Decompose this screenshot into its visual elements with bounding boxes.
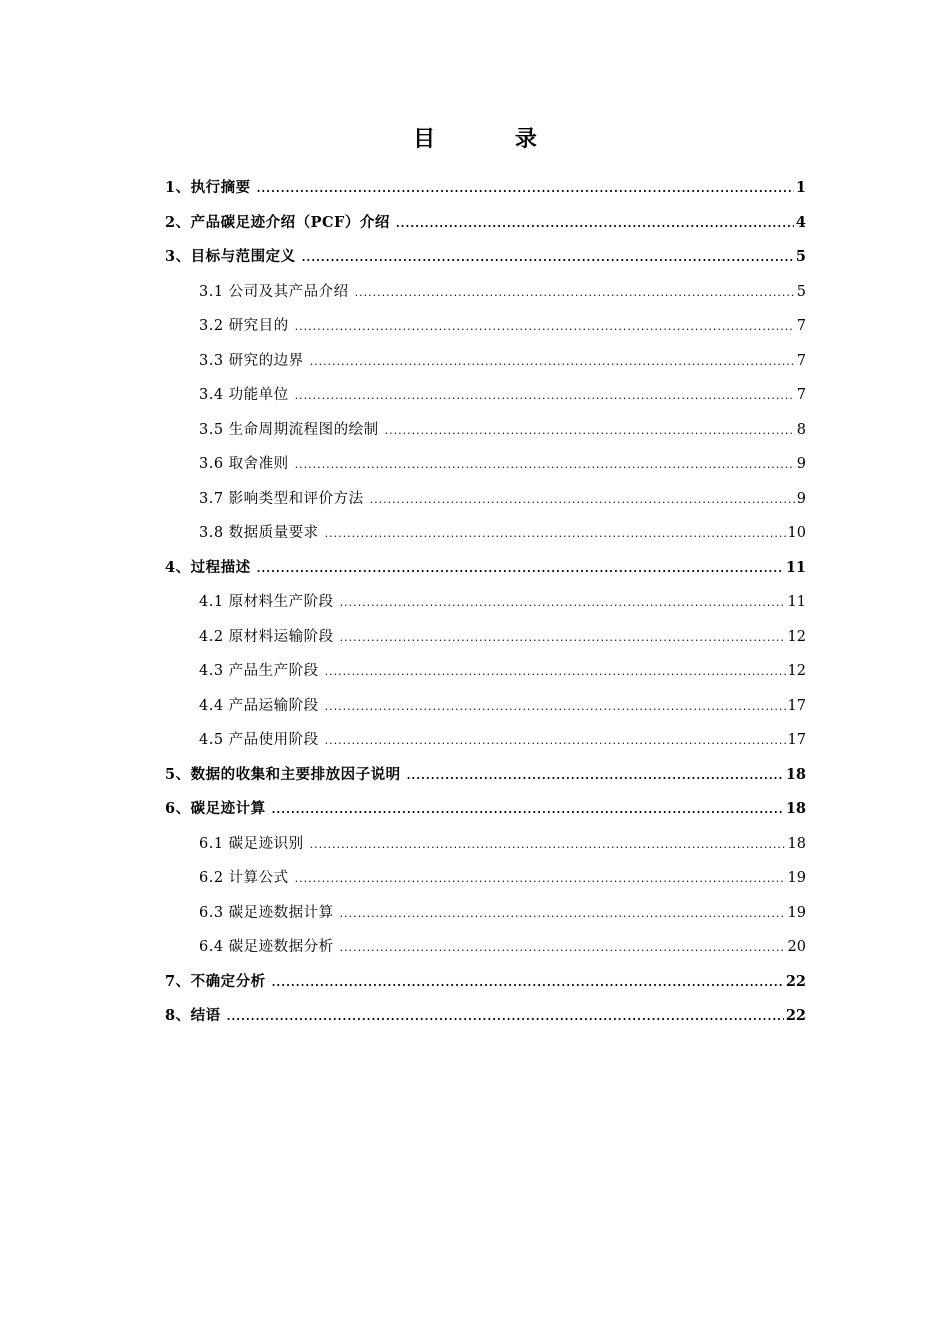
toc-page-number: 11	[787, 594, 806, 610]
toc-entry-label: 3、目标与范围定义	[165, 248, 296, 265]
toc-page-number: 7	[796, 352, 806, 369]
toc-entry-label: 3.2 研究目的	[199, 318, 289, 334]
toc-chapter-entry[interactable]	[165, 551, 806, 586]
toc-leader-dots	[302, 241, 794, 276]
toc-chapter-entry[interactable]	[165, 792, 806, 827]
toc-entry-label: 3.7 影响类型和评价方法	[199, 490, 364, 507]
toc-page-number: 12	[787, 628, 806, 645]
toc-leader-dots	[295, 379, 795, 414]
toc-leader-dots	[310, 345, 795, 380]
toc-entry-label: 6.3 碳足迹数据计算	[199, 904, 334, 921]
toc-leader-dots	[325, 724, 786, 759]
toc-entry-label: 3.8 数据质量要求	[199, 525, 319, 541]
toc-chapter-entry[interactable]	[165, 240, 806, 275]
toc-entry-label: 4.1 原材料生产阶段	[199, 594, 334, 610]
toc-entry-label: 6、碳足迹计算	[165, 800, 266, 817]
toc-entry-label: 7、不确定分析	[165, 972, 266, 990]
toc-page-number: 17	[787, 697, 806, 714]
toc-page-number: 12	[787, 663, 806, 679]
toc-page-number: 7	[796, 318, 806, 334]
toc-entry-label: 6.4 碳足迹数据分析	[199, 939, 334, 955]
toc-entry-label: 3.1 公司及其产品介绍	[199, 283, 349, 300]
toc-page-number: 10	[787, 525, 806, 541]
toc-section-entry[interactable]	[165, 275, 806, 310]
toc-section-entry[interactable]	[165, 689, 806, 724]
toc-leader-dots	[325, 690, 786, 725]
toc-section-entry[interactable]	[165, 930, 806, 965]
toc-leader-dots	[340, 586, 786, 621]
toc-page-number: 5	[796, 283, 806, 300]
toc-leader-dots	[295, 310, 795, 345]
toc-page-number: 4	[795, 213, 806, 231]
toc-section-entry[interactable]	[165, 620, 806, 655]
toc-page-number: 7	[796, 387, 806, 403]
toc-leader-dots	[257, 552, 784, 587]
toc-page-number: 5	[795, 248, 806, 265]
toc-leader-dots	[340, 931, 786, 966]
toc-leader-dots	[227, 1000, 784, 1035]
toc-entry-label: 3.5 生命周期流程图的绘制	[199, 421, 379, 438]
toc-page-number: 18	[785, 800, 806, 817]
toc-chapter-entry[interactable]	[165, 171, 806, 206]
toc-page-number: 9	[796, 490, 806, 507]
toc-page-number: 18	[787, 835, 806, 852]
toc-page-number: 19	[787, 904, 806, 921]
toc-leader-dots	[396, 207, 794, 242]
toc-page-number: 9	[796, 456, 806, 472]
toc-entry-label: 6.2 计算公式	[199, 870, 289, 886]
toc-entry-label: 6.1 碳足迹识别	[199, 835, 304, 852]
toc-section-entry[interactable]	[165, 861, 806, 896]
toc-entry-label: 5、数据的收集和主要排放因子说明	[165, 765, 401, 783]
toc-section-entry[interactable]	[165, 447, 806, 482]
toc-leader-dots	[325, 655, 786, 690]
toc-leader-dots	[325, 517, 786, 552]
toc-section-entry[interactable]	[165, 585, 806, 620]
toc-section-entry[interactable]	[165, 378, 806, 413]
toc-entry-label: 1、执行摘要	[165, 179, 251, 196]
toc-title: 目 录	[413, 127, 573, 152]
toc-entry-label: 4.4 产品运输阶段	[199, 697, 319, 714]
toc-leader-dots	[295, 862, 786, 897]
toc-chapter-entry[interactable]	[165, 206, 806, 241]
toc-section-entry[interactable]	[165, 309, 806, 344]
toc-entry-label: 4.5 产品使用阶段	[199, 732, 319, 748]
toc-leader-dots	[385, 414, 795, 449]
toc-section-entry[interactable]	[165, 344, 806, 379]
toc-chapter-entry[interactable]	[165, 999, 806, 1034]
toc-section-entry[interactable]	[165, 516, 806, 551]
toc-leader-dots	[370, 483, 795, 518]
toc-page-number: 18	[785, 765, 806, 783]
toc-section-entry[interactable]	[165, 482, 806, 517]
toc-page-number: 8	[796, 421, 806, 438]
toc-leader-dots	[272, 966, 784, 1001]
toc-section-entry[interactable]	[165, 654, 806, 689]
toc-entry-label: 3.4 功能单位	[199, 387, 289, 403]
toc-leader-dots	[272, 793, 784, 828]
toc-leader-dots	[257, 172, 794, 207]
toc-page-number: 19	[787, 870, 806, 886]
toc-chapter-entry[interactable]	[165, 965, 806, 1000]
toc-entry-label: 8、结语	[165, 1007, 221, 1024]
toc-page-number: 20	[787, 939, 806, 955]
toc-section-entry[interactable]	[165, 896, 806, 931]
toc-chapter-entry[interactable]	[165, 758, 806, 793]
toc-section-entry[interactable]	[165, 723, 806, 758]
toc-entry-label: 3.3 研究的边界	[199, 352, 304, 369]
toc-page-number: 22	[785, 972, 806, 990]
toc-entry-label: 4.2 原材料运输阶段	[199, 628, 334, 645]
toc-leader-dots	[295, 448, 795, 483]
toc-leader-dots	[340, 621, 786, 656]
toc-entry-label: 3.6 取舍准则	[199, 456, 289, 472]
toc-entry-label: 4.3 产品生产阶段	[199, 663, 319, 679]
toc-leader-dots	[340, 897, 786, 932]
toc-section-entry[interactable]	[165, 413, 806, 448]
toc-entry-label: 4、过程描述	[165, 558, 251, 576]
toc-list	[165, 171, 806, 1034]
toc-page-number: 17	[787, 732, 806, 748]
toc-page-number: 11	[785, 558, 806, 576]
toc-page-number: 22	[785, 1007, 806, 1024]
toc-leader-dots	[407, 759, 784, 794]
toc-leader-dots	[310, 828, 786, 863]
toc-entry-label: 2、产品碳足迹介绍（PCF）介绍	[165, 213, 390, 231]
toc-page-number: 1	[795, 179, 806, 196]
toc-leader-dots	[355, 276, 795, 311]
toc-section-entry[interactable]	[165, 827, 806, 862]
